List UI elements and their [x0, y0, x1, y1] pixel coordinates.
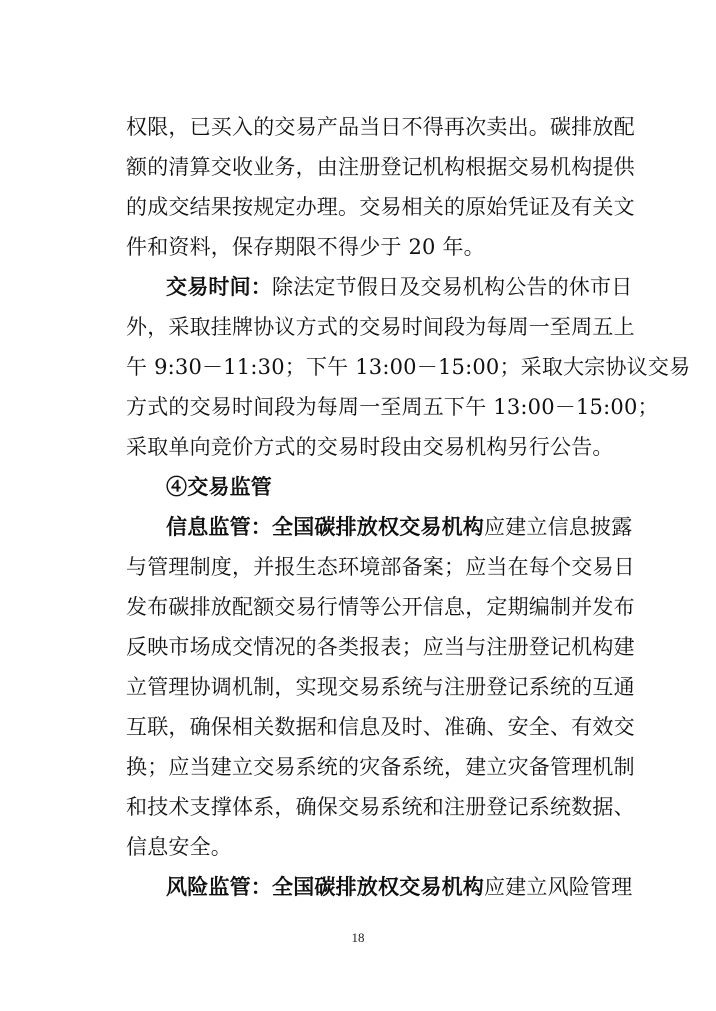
paragraph-trading-time	[126, 267, 691, 467]
text-line: 互联，确保相关数据和信息及时、准确、安全、有效交	[126, 715, 635, 739]
page-number: 18	[351, 930, 365, 945]
text-line	[126, 507, 633, 547]
paragraph-risk-supervision	[126, 867, 633, 907]
text-line: 发布碳排放配额交易行情等公开信息，定期编制并发布	[126, 595, 635, 619]
text-line: 额的清算交收业务，由注册登记机构根据交易机构提供	[126, 155, 635, 179]
text-line: 反映市场成交情况的各类报表；应当与注册登记机构建	[126, 635, 635, 659]
text-line: 外，采取挂牌协议方式的交易时间段为每周一至周五上	[126, 315, 635, 339]
text-line: 换；应当建立交易系统的灾备系统，建立灾备管理机制	[126, 755, 635, 779]
text-line	[126, 267, 633, 307]
text-line: 采取单向竞价方式的交易时段由交易机构另行公告。	[126, 435, 614, 459]
risk-supervision-entity: 全国碳排放权交易机构	[272, 874, 484, 899]
info-supervision-first-line: 应建立信息披露	[484, 515, 633, 539]
text-line: 与管理制度，并报生态环境部备案；应当在每个交易日	[126, 555, 635, 579]
page-body	[126, 107, 691, 907]
text-line: 方式的交易时间段为每周一至周五下午 13:00－15:00；	[126, 395, 659, 419]
info-supervision-heading: 信息监管：	[166, 514, 272, 539]
text-line: 立管理协调机制，实现交易系统与注册登记系统的互通	[126, 675, 635, 699]
info-supervision-entity: 全国碳排放权交易机构	[272, 514, 484, 539]
text-line: 件和资料，保存期限不得少于 20 年。	[126, 235, 485, 259]
trading-time-first-line: 除法定节假日及交易机构公告的休市日	[272, 275, 633, 299]
risk-supervision-heading: 风险监管：	[166, 874, 272, 899]
risk-supervision-first-line: 应建立风险管理	[484, 875, 633, 899]
text-line: 午 9:30－11:30；下午 13:00－15:00；采取大宗协议交易	[126, 355, 691, 379]
trading-time-heading: 交易时间：	[166, 274, 272, 299]
paragraph-info-supervision	[126, 507, 635, 867]
text-line: 的成交结果按规定办理。交易相关的原始凭证及有关文	[126, 195, 635, 219]
section-heading: ④交易监管	[166, 474, 272, 499]
text-line: 和技术支撑体系，确保交易系统和注册登记系统数据、	[126, 795, 635, 819]
text-line	[126, 867, 633, 907]
text-line: 信息安全。	[126, 835, 232, 859]
text-line: 权限，已买入的交易产品当日不得再次卖出。碳排放配	[126, 115, 635, 139]
paragraph-clearing	[126, 107, 635, 267]
